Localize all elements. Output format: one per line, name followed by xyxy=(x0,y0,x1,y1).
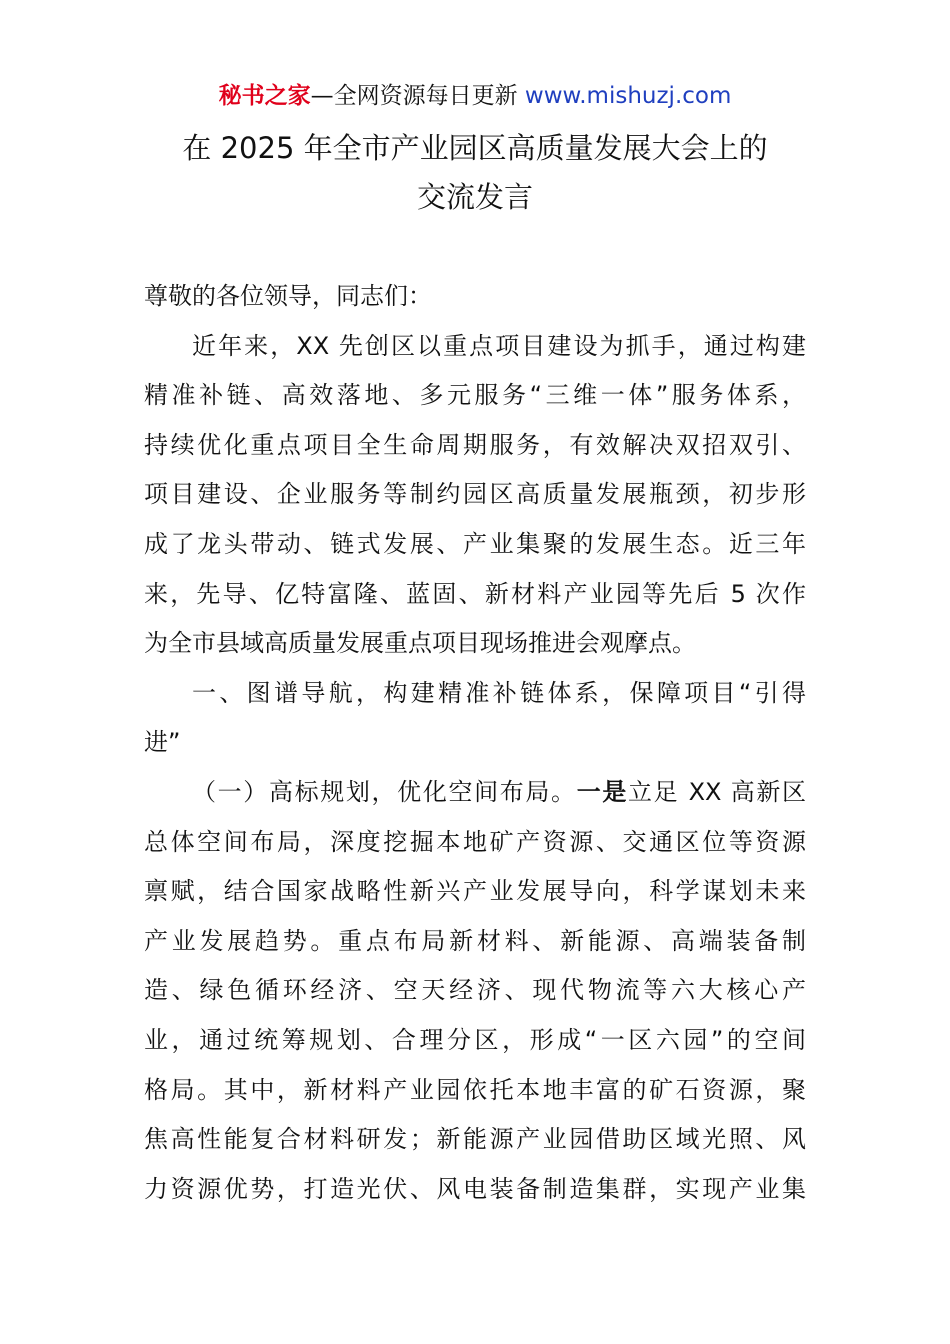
subsection-line: 业，通过统筹规划、合理分区，形成“一区六园”的空间 xyxy=(144,1025,806,1054)
site-header xyxy=(0,80,950,112)
subsection-line-rest: 立足 XX 高新区 xyxy=(628,777,807,806)
section-heading-line: 进” xyxy=(144,728,181,757)
document-body xyxy=(144,272,806,1214)
intro-line: 来，先导、亿特富隆、蓝固、新材料产业园等先后 5 次作 xyxy=(144,579,806,608)
intro-line: 近年来，XX 先创区以重点项目建设为抓手，通过构建 xyxy=(192,331,806,360)
site-url[interactable]: www.mishuzj.com xyxy=(524,83,732,109)
subsection-first-line xyxy=(144,768,806,818)
subsection-heading: （一）高标规划，优化空间布局。 xyxy=(192,777,577,806)
subsection-line: 产业发展趋势。重点布局新材料、新能源、高端装备制 xyxy=(144,926,806,955)
subsection-line: 格局。其中，新材料产业园依托本地丰富的矿石资源，聚 xyxy=(144,1075,806,1104)
section-1-heading xyxy=(144,669,806,768)
intro-paragraph xyxy=(144,322,806,669)
subsection-line: 总体空间布局，深度挖掘本地矿产资源、交通区位等资源 xyxy=(144,827,806,856)
document-title-line-1: 在 2025 年全市产业园区高质量发展大会上的 xyxy=(182,131,768,165)
subsection-line: 造、绿色循环经济、空天经济、现代物流等六大核心产 xyxy=(144,976,806,1005)
site-slogan: —全网资源每日更新 xyxy=(310,83,518,109)
document-title-line-2: 交流发言 xyxy=(416,180,533,214)
intro-line: 精准补链、高效落地、多元服务“三维一体”服务体系， xyxy=(144,381,806,410)
intro-line: 持续优化重点项目全生命周期服务，有效解决双招双引、 xyxy=(144,430,806,459)
subsection-line: 力资源优势，打造光伏、风电装备制造集群，实现产业集 xyxy=(144,1174,806,1203)
subsection-line: 禀赋，结合国家战略性新兴产业发展导向，科学谋划未来 xyxy=(144,877,806,906)
salutation: 尊敬的各位领导，同志们： xyxy=(144,282,432,310)
subsection-line: 焦高性能复合材料研发；新能源产业园借助区域光照、风 xyxy=(144,1125,806,1154)
intro-line: 成了龙头带动、链式发展、产业集聚的发展生态。近三年 xyxy=(144,529,806,558)
site-brand: 秘书之家 xyxy=(218,83,311,109)
section-heading-line: 一、图谱导航，构建精准补链体系，保障项目“引得 xyxy=(192,678,806,707)
intro-line: 为全市县域高质量发展重点项目现场推进会观摩点。 xyxy=(144,629,696,658)
bold-lead: 一是 xyxy=(576,777,628,806)
intro-line: 项目建设、企业服务等制约园区高质量发展瓶颈，初步形 xyxy=(144,480,806,509)
subsection-1-paragraph xyxy=(144,768,806,1214)
